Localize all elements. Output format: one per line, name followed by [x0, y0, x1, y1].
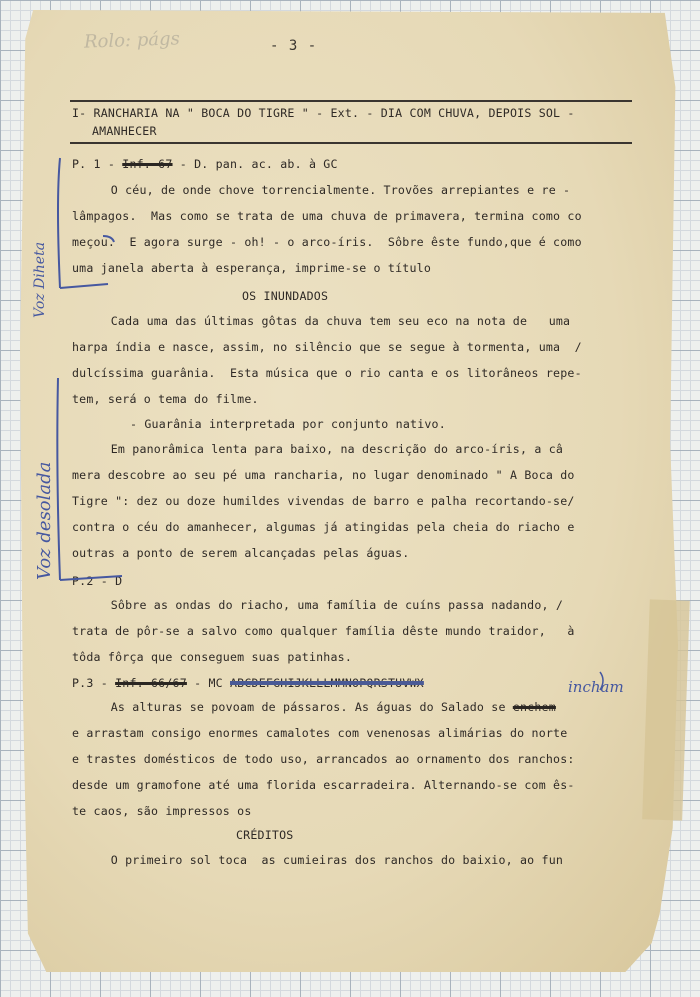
paragraph-line: O primeiro sol toca as cumieiras dos ranchos do baixio, ao fun: [82, 853, 564, 867]
title-card: OS INUNDADOS: [242, 289, 329, 303]
shot-description: - MC: [186, 676, 230, 690]
scene-heading-line2: AMANHECER: [92, 124, 157, 138]
paragraph-line: trata de pôr-se a salvo como qualquer família dêste mundo traidor, à: [72, 624, 575, 638]
paragraph-line: Sôbre as ondas do riacho, uma família de cuíns passa nadando, /: [82, 598, 564, 612]
pencil-annotation: Rolo: págs: [83, 28, 181, 53]
page-number: - 3 -: [270, 38, 318, 54]
struck-insert-ref: Inf. 67: [122, 157, 173, 171]
paragraph-line: tem, será o tema do filme.: [72, 392, 259, 406]
paragraph-line: e trastes domésticos de todo uso, arrancados ao ornamento dos ranchos:: [72, 752, 575, 766]
handwritten-correction: incham: [568, 678, 624, 696]
scene-heading-line1: I- RANCHARIA NA " BOCA DO TIGRE " - Ext. - DIA COM CHUVA, DEPOIS SOL -: [72, 106, 575, 120]
paragraph-text: As alturas se povoam de pássaros. As águas do Salado se: [82, 700, 513, 714]
shot-label: P. 1 -: [72, 157, 123, 171]
paragraph-line: tôda fôrça que conseguem suas patinhas.: [72, 650, 353, 664]
struck-insert-ref: Inf. 66/67: [115, 676, 187, 690]
shot-label: P.3 -: [72, 676, 116, 690]
paragraph-line: desde um gramofone até uma florida escarradeira. Alternando-se com ês-: [72, 778, 575, 792]
margin-bracket-tick: [60, 284, 108, 288]
shot-description: - D. pan. ac. ab. à GC: [172, 157, 338, 171]
paragraph-line: outras a ponto de serem alcançadas pelas águas.: [72, 546, 410, 560]
paragraph-line: Tigre ": dez ou doze humildes vivendas de barro e palha recortando-se/: [72, 494, 575, 508]
underline-stroke: [103, 236, 114, 242]
struck-word: enchem: [512, 700, 556, 714]
margin-bracket-tick: [60, 576, 122, 580]
music-note: - Guarânia interpretada por conjunto nativo.: [130, 417, 446, 431]
credits-heading: CRÉDITOS: [236, 828, 294, 842]
paragraph-line: te caos, são impressos os: [72, 804, 252, 818]
paragraph-line: dulcíssima guarânia. Esta música que o rio canta e os litorâneos repe-: [72, 366, 582, 380]
paragraph-line: meçou. E agora surge - oh! - o arco-íris. Sôbre êste fundo,que é como: [72, 235, 582, 249]
insertion-caret: [600, 672, 603, 690]
paragraph-line: O céu, de onde chove torrencialmente. Trovões arrepiantes e re -: [82, 183, 571, 197]
paragraph-line: Em panorâmica lenta para baixo, na descrição do arco-íris, a câ: [82, 442, 564, 456]
paragraph-line: uma janela aberta à esperança, imprime-se o título: [72, 261, 432, 275]
paragraph-line: e arrastam consigo enormes camalotes com venenosas alimárias do norte: [72, 726, 568, 740]
paragraph-line: mera descobre ao seu pé uma rancharia, no lugar denominado " A Boca do: [72, 468, 575, 482]
margin-bracket-line: [57, 378, 60, 580]
struck-alphabet-test: ABCDEFGHIJKLLLMMNOPQRSTUVWX: [230, 676, 424, 690]
paragraph-line: Cada uma das últimas gôtas da chuva tem seu eco na nota de uma: [82, 314, 571, 328]
paragraph-line: lâmpagos. Mas como se trata de uma chuva de primavera, termina como co: [72, 209, 582, 223]
paragraph-line: harpa índia e nasce, assim, no silêncio que se segue à tormenta, uma /: [72, 340, 582, 354]
margin-note-voice: Voz desolada: [34, 461, 55, 580]
margin-note-voice: Voz Diheta: [32, 241, 48, 318]
margin-bracket-line: [58, 158, 60, 288]
paragraph-line: contra o céu do amanhecer, algumas já atingidas pela cheia do riacho e: [72, 520, 575, 534]
shot-2-heading: P.2 - D: [72, 574, 123, 588]
